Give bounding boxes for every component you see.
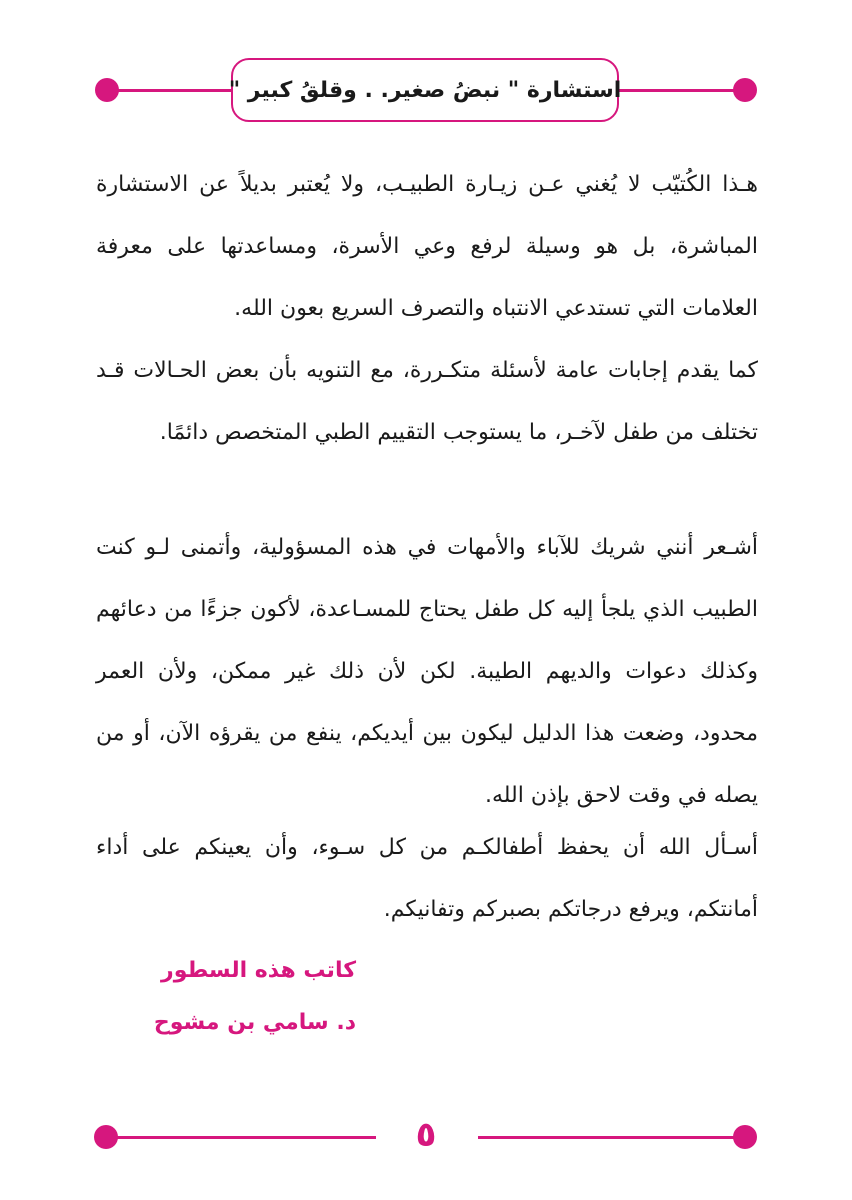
paragraph-partnership: أشـعر أنني شريك للآباء والأمهات في هذه المسؤولية، وأتمنى لـو كنت الطبيب الذي يلجأ إليه كل طفل يحتاج للمسـاعدة، لأكون جزءًا من دعائهم وكذلك دعوات والديهم الطيبة. لكن لأن ذلك غير ممكن، ولأن العمر محدود، وضعت هذا الدليل ليكون بين أيديكم، ينفع من يقرؤه الآن، أو من يصله في وقت لاحق بإذن الله. [96,535,758,808]
signature-caption: كاتب هذه السطور [161,958,356,983]
paragraph-general-answers: كما يقدم إجابات عامة لأسئلة متكـررة، مع التنويه بأن بعض الحـالات قـد تختلف من طفل لآخـر، ما يستوجب التقييم الطبي المتخصص دائمًا. [96,358,758,445]
paragraph-disclaimer: هـذا الكُتيّب لا يُغني عـن زيـارة الطبيـب، ولا يُعتبر بديلاً عن الاستشارة المباشرة، بل هو وسيلة لرفع وعي الأسرة، ومساعدتها على معرفة العلامات التي تستدعي الانتباه والتصرف السريع بعون الله. [96,172,758,321]
header-right-dot [733,78,757,102]
signature-author: د. سامي بن مشوح [153,1010,356,1035]
page-title: استشارة " نبضُ صغير. . وقلقُ كبير " [228,77,622,103]
header-left-rule [110,89,232,92]
title-frame [228,58,622,122]
page-number: ٥ [415,1115,437,1155]
header-right-rule [618,89,742,92]
footer-right-dot [733,1125,757,1149]
paragraph-prayer: أسـأل الله أن يحفظ أطفالكـم من كل سـوء، وأن يعينكم على أداء أمانتكم، ويرفع درجاتكم بصبركم وتفانيكم. [96,835,758,922]
footer-left-rule [110,1136,376,1139]
footer-right-rule [478,1136,742,1139]
